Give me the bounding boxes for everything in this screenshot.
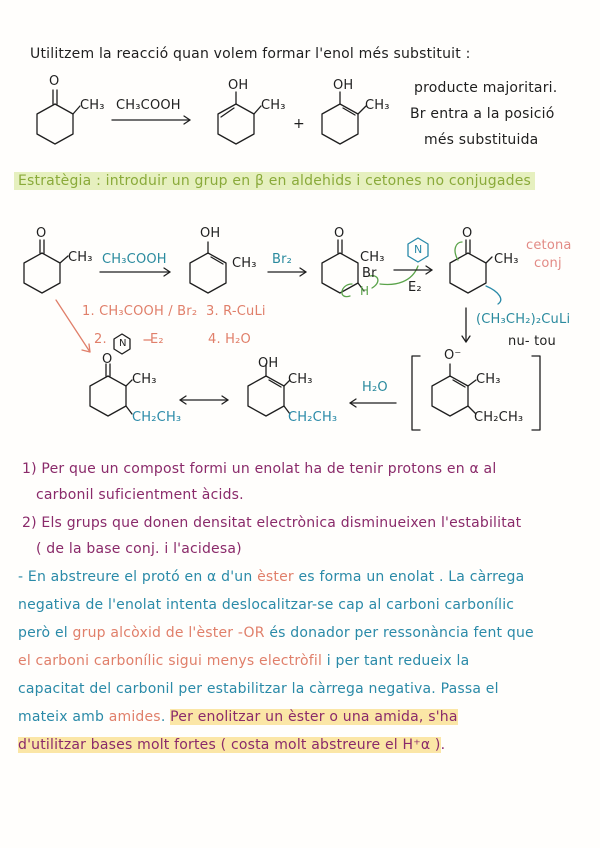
r1-enol2-oh: OH bbox=[333, 78, 354, 93]
para-l4b: i per tant redueix la bbox=[322, 653, 470, 669]
para-l6-highlight: Per enolitzar un èster o una amida, s'ha bbox=[170, 709, 458, 725]
para-l4a: el carboni carbonílic sigui menys electròfil bbox=[18, 653, 323, 669]
r2-br-o: O bbox=[334, 226, 345, 241]
point-1-line-1: 1) Per que un compost formi un enolat ha de tenir protons en α al bbox=[22, 461, 497, 477]
r2-enone-label-2: conj bbox=[534, 256, 562, 271]
r1-enol2-ch3: CH₃ bbox=[365, 98, 390, 113]
bracket-left bbox=[412, 356, 420, 430]
para-l6b: . bbox=[160, 709, 171, 725]
r1-enol1-oh: OH bbox=[228, 78, 249, 93]
r2-reagent1: CH₃COOH bbox=[102, 252, 167, 267]
curved-arrow-green bbox=[342, 284, 352, 297]
r2-step-4: 4. H₂O bbox=[208, 332, 251, 347]
r2-step-2-n: N bbox=[119, 338, 127, 349]
enolate-ring bbox=[432, 364, 476, 416]
bromoketone-ring bbox=[322, 240, 364, 293]
bracket-right bbox=[532, 356, 540, 430]
r1-ketone-ch3: CH₃ bbox=[80, 98, 105, 113]
enol-ring-3 bbox=[190, 242, 226, 293]
r1-ketone-o: O bbox=[49, 74, 60, 89]
r1-reagent: CH₃COOH bbox=[116, 98, 181, 113]
r1-enol1-ch3: CH₃ bbox=[261, 98, 286, 113]
para-line-4 bbox=[18, 648, 469, 675]
r2-enol-ch3: CH₃ bbox=[232, 256, 257, 271]
r2-enol2-oh: OH bbox=[258, 356, 279, 371]
point-1-line-2: carbonil suficientment àcids. bbox=[36, 487, 244, 503]
r2-nu-tou: nu- tou bbox=[508, 334, 556, 349]
r2-cuprate: (CH₃CH₂)₂CuLi bbox=[476, 312, 571, 327]
intro-text: Utilitzem la reacció quan volem formar l'enol més substituit : bbox=[30, 46, 471, 62]
r1-note-1: producte majoritari. bbox=[414, 80, 558, 96]
r2-br-br: Br bbox=[362, 266, 377, 281]
para-l1b: es forma un enolat . La càrrega bbox=[293, 569, 525, 585]
r2-final-o: O bbox=[102, 352, 113, 367]
point-2-line-1: 2) Els grups que donen densitat electrònica disminueixen l'estabilitat bbox=[22, 515, 522, 531]
r1-plus: + bbox=[293, 116, 305, 132]
para-line-1 bbox=[18, 564, 524, 591]
strategy-text: Estratègia : introduir un grup en β en aldehids i cetones no conjugades bbox=[14, 172, 535, 190]
r2-enone-ch3: CH₃ bbox=[494, 252, 519, 267]
para-line-3 bbox=[18, 620, 534, 647]
para-l1a: - En abstreure el protó en α d'un bbox=[18, 569, 258, 585]
r2-final-et: CH₂CH₃ bbox=[132, 410, 182, 425]
para-amides: amides bbox=[108, 709, 161, 725]
para-l7-highlight: d'utilitzar bases molt fortes ( costa molt abstreure el H⁺α ) bbox=[18, 737, 441, 753]
r2-enol-oh: OH bbox=[200, 226, 221, 241]
r2-step-3: 3. R-CuLi bbox=[206, 304, 266, 319]
para-l7-end: . bbox=[440, 737, 446, 753]
r2-enone-o: O bbox=[462, 226, 473, 241]
r2-br-ch3: CH₃ bbox=[360, 250, 385, 265]
para-ester: èster bbox=[257, 569, 294, 585]
para-l6a: mateix amb bbox=[18, 709, 109, 725]
r2-step-2-e2: E₂ bbox=[150, 332, 164, 347]
r2-e2: E₂ bbox=[408, 280, 422, 295]
r2-step-1: 1. CH₃COOH / Br₂ bbox=[82, 304, 198, 319]
r2-final-ch3: CH₃ bbox=[132, 372, 157, 387]
r1-note-2: Br entra a la posició bbox=[410, 106, 555, 122]
r2-k-ch3: CH₃ bbox=[68, 250, 93, 265]
enone-ring bbox=[450, 240, 492, 293]
enol-ring-1 bbox=[218, 92, 261, 144]
para-l3b: és donador per ressonància fent que bbox=[264, 625, 534, 641]
r2-pyridine-n: N bbox=[414, 243, 423, 256]
para-line-5: capacitat del carbonil per estabilitzar la càrrega negativa. Passa el bbox=[18, 681, 499, 697]
point-2-line-2: ( de la base conj. i l'acidesa) bbox=[36, 541, 242, 557]
para-line-2: negativa de l'enolat intenta deslocalitzar-se cap al carboni carbonílic bbox=[18, 597, 515, 613]
r2-reagent2: Br₂ bbox=[272, 252, 293, 267]
r2-enol2-et: CH₂CH₃ bbox=[288, 410, 338, 425]
para-l3a: però el bbox=[18, 625, 73, 641]
r2-step-2: 2. bbox=[94, 332, 107, 347]
para-line-7 bbox=[18, 732, 445, 759]
enol-ring-2 bbox=[322, 92, 366, 144]
ketone-ring-2 bbox=[24, 240, 68, 293]
para-line-6 bbox=[18, 704, 458, 731]
r2-enone-label-1: cetona bbox=[526, 238, 572, 253]
r2-enolate-et: CH₂CH₃ bbox=[474, 410, 524, 425]
enol-ring-4 bbox=[248, 364, 290, 416]
r1-note-3: més substituida bbox=[424, 132, 539, 148]
r2-enolate-ch3: CH₃ bbox=[476, 372, 501, 387]
para-grup: grup alcòxid de l'èster -OR bbox=[72, 625, 265, 641]
r2-enolate-o: O⁻ bbox=[444, 348, 462, 363]
r2-br-h: H bbox=[360, 284, 370, 298]
ketone-ring-1 bbox=[37, 90, 80, 144]
r2-k-o: O bbox=[36, 226, 47, 241]
final-ketone-ring bbox=[90, 364, 132, 416]
r2-enol2-ch3: CH₃ bbox=[288, 372, 313, 387]
r2-water: H₂O bbox=[362, 380, 388, 395]
